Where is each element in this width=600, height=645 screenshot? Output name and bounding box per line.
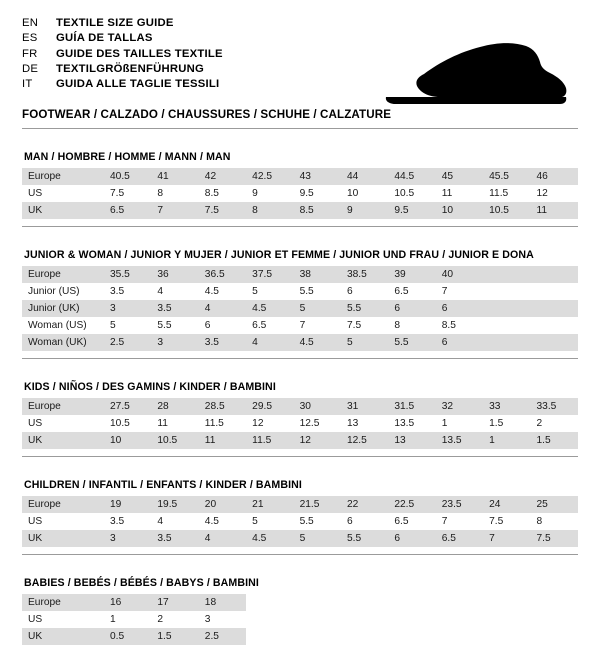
size-cell: 6 xyxy=(341,283,388,300)
size-cell: 13 xyxy=(341,415,388,432)
size-cell: 44 xyxy=(341,168,388,185)
size-cell-empty xyxy=(341,594,388,611)
size-cell: 4.5 xyxy=(199,283,246,300)
size-cell-empty xyxy=(341,611,388,628)
size-cell: 12.5 xyxy=(294,415,341,432)
size-cell-empty xyxy=(483,300,530,317)
size-cell: 8 xyxy=(388,317,435,334)
size-cell-empty xyxy=(341,628,388,645)
language-title: GUIDE DES TAILLES TEXTILE xyxy=(56,47,223,60)
size-cell: 8 xyxy=(531,513,578,530)
size-cell-empty xyxy=(531,266,578,283)
table-row xyxy=(22,594,578,611)
language-row xyxy=(22,79,223,94)
size-cell: 1.5 xyxy=(483,415,530,432)
size-cell: 0.5 xyxy=(104,628,151,645)
size-cell: 3 xyxy=(104,530,151,547)
size-cell: 21 xyxy=(246,496,293,513)
size-cell: 6.5 xyxy=(388,513,435,530)
size-cell: 3 xyxy=(104,300,151,317)
size-cell: 11.5 xyxy=(246,432,293,449)
size-cell: 18 xyxy=(199,594,246,611)
size-table-body xyxy=(22,266,578,351)
size-cell: 13 xyxy=(388,432,435,449)
document-header xyxy=(22,18,578,94)
size-cell: 37.5 xyxy=(246,266,293,283)
size-cell: 2 xyxy=(531,415,578,432)
size-cell: 4 xyxy=(199,530,246,547)
language-code: EN xyxy=(22,17,39,29)
size-cell-empty xyxy=(483,266,530,283)
language-title-list xyxy=(22,18,223,94)
size-cell: 4 xyxy=(199,300,246,317)
size-cell: 2 xyxy=(151,611,198,628)
language-code: IT xyxy=(22,78,33,91)
size-cell: 2.5 xyxy=(104,334,151,351)
size-cell: 1 xyxy=(483,432,530,449)
size-cell: 10 xyxy=(104,432,151,449)
size-cell: 6.5 xyxy=(388,283,435,300)
size-cell: 6 xyxy=(341,513,388,530)
size-cell-empty xyxy=(294,611,341,628)
size-cell: 7 xyxy=(294,317,341,334)
size-cell: 11.5 xyxy=(199,415,246,432)
row-label: Europe xyxy=(22,266,104,283)
size-cell: 32 xyxy=(436,398,483,415)
group-title: BABIES / BEBÉS / BÉBÉS / BABYS / BAMBINI xyxy=(24,577,259,590)
size-cell: 1.5 xyxy=(531,432,578,449)
size-cell-empty xyxy=(246,611,293,628)
size-cell: 17 xyxy=(151,594,198,611)
size-cell: 31.5 xyxy=(388,398,435,415)
size-cell: 5 xyxy=(246,283,293,300)
size-cell: 11 xyxy=(531,202,578,219)
size-cell: 33 xyxy=(483,398,530,415)
size-table-body xyxy=(22,496,578,547)
size-cell-empty xyxy=(531,611,578,628)
language-title: GUIDA ALLE TAGLIE TESSILI xyxy=(56,78,220,91)
size-cell: 5.5 xyxy=(341,300,388,317)
group-title: KIDS / NIÑOS / DES GAMINS / KINDER / BAMBINI xyxy=(24,381,276,394)
size-cell-empty xyxy=(388,628,435,645)
language-title: GUÍA DE TALLAS xyxy=(56,32,153,45)
size-group-children xyxy=(22,479,578,555)
size-cell-empty xyxy=(531,594,578,611)
size-cell-empty xyxy=(483,611,530,628)
size-cell: 19.5 xyxy=(151,496,198,513)
size-table-man xyxy=(22,168,578,219)
row-label: Europe xyxy=(22,594,104,611)
size-cell: 11 xyxy=(151,415,198,432)
size-cell: 3.5 xyxy=(104,283,151,300)
size-cell: 33.5 xyxy=(531,398,578,415)
row-label: UK xyxy=(22,202,104,219)
size-cell: 9.5 xyxy=(388,202,435,219)
row-label: Junior (UK) xyxy=(22,300,104,317)
size-cell-empty xyxy=(531,334,578,351)
table-row xyxy=(22,496,578,513)
table-row xyxy=(22,611,578,628)
table-row xyxy=(22,530,578,547)
table-row xyxy=(22,300,578,317)
language-row xyxy=(22,64,223,79)
size-cell: 5 xyxy=(246,513,293,530)
size-cell-empty xyxy=(388,611,435,628)
size-cell: 6.5 xyxy=(436,530,483,547)
language-title: TEXTILGRÖßENFÜHRUNG xyxy=(56,62,205,75)
size-cell-empty xyxy=(483,283,530,300)
size-cell: 6 xyxy=(436,300,483,317)
size-cell: 7 xyxy=(483,530,530,547)
size-cell: 4 xyxy=(246,334,293,351)
row-label: UK xyxy=(22,530,104,547)
size-cell: 7.5 xyxy=(199,202,246,219)
size-cell-empty xyxy=(483,334,530,351)
size-cell: 38 xyxy=(294,266,341,283)
row-label: Europe xyxy=(22,168,104,185)
size-cell: 45.5 xyxy=(483,168,530,185)
size-table-junior-woman xyxy=(22,266,578,351)
size-cell: 24 xyxy=(483,496,530,513)
size-cell: 8 xyxy=(151,185,198,202)
size-cell-empty xyxy=(483,628,530,645)
group-divider xyxy=(22,456,578,457)
table-row xyxy=(22,334,578,351)
size-cell: 4.5 xyxy=(199,513,246,530)
size-cell: 7.5 xyxy=(531,530,578,547)
size-cell: 8.5 xyxy=(199,185,246,202)
size-cell: 19 xyxy=(104,496,151,513)
group-title: JUNIOR & WOMAN / JUNIOR Y MUJER / JUNIOR ET FEMME / JUNIOR UND FRAU / JUNIOR E DONA xyxy=(24,249,534,262)
size-group-man xyxy=(22,151,578,227)
size-cell: 44.5 xyxy=(388,168,435,185)
size-cell: 38.5 xyxy=(341,266,388,283)
size-cell: 10 xyxy=(341,185,388,202)
size-cell: 8.5 xyxy=(436,317,483,334)
size-cell: 4.5 xyxy=(294,334,341,351)
size-cell: 6 xyxy=(436,334,483,351)
group-divider xyxy=(22,554,578,555)
group-title: MAN / HOMBRE / HOMME / MANN / MAN xyxy=(24,151,231,164)
size-cell: 13.5 xyxy=(388,415,435,432)
table-row xyxy=(22,202,578,219)
size-cell: 11 xyxy=(436,185,483,202)
size-cell: 9 xyxy=(341,202,388,219)
size-cell-empty xyxy=(531,283,578,300)
size-cell: 7.5 xyxy=(483,513,530,530)
size-table-babies xyxy=(22,594,578,645)
size-cell: 41 xyxy=(151,168,198,185)
size-cell: 2.5 xyxy=(199,628,246,645)
row-label: UK xyxy=(22,628,104,645)
size-cell: 22.5 xyxy=(388,496,435,513)
size-cell: 7 xyxy=(151,202,198,219)
table-row xyxy=(22,398,578,415)
size-cell: 36.5 xyxy=(199,266,246,283)
group-title: CHILDREN / INFANTIL / ENFANTS / KINDER / BAMBINI xyxy=(24,479,302,492)
size-cell: 25 xyxy=(531,496,578,513)
language-title: TEXTILE SIZE GUIDE xyxy=(56,17,174,29)
size-cell: 3 xyxy=(151,334,198,351)
size-cell: 5.5 xyxy=(151,317,198,334)
language-row xyxy=(22,18,223,33)
size-cell: 3.5 xyxy=(151,300,198,317)
size-cell-empty xyxy=(531,628,578,645)
size-cell: 31 xyxy=(341,398,388,415)
size-cell: 27.5 xyxy=(104,398,151,415)
size-cell-empty xyxy=(294,594,341,611)
size-cell: 1 xyxy=(104,611,151,628)
size-cell: 12 xyxy=(531,185,578,202)
size-cell: 1 xyxy=(436,415,483,432)
table-row xyxy=(22,628,578,645)
size-cell: 5.5 xyxy=(294,513,341,530)
size-cell-empty xyxy=(246,594,293,611)
size-cell: 10.5 xyxy=(151,432,198,449)
size-cell: 40.5 xyxy=(104,168,151,185)
size-cell: 28 xyxy=(151,398,198,415)
size-cell: 3.5 xyxy=(104,513,151,530)
size-cell-empty xyxy=(436,611,483,628)
language-code: FR xyxy=(22,47,38,60)
size-cell: 3.5 xyxy=(199,334,246,351)
size-cell: 12 xyxy=(246,415,293,432)
size-cell: 42.5 xyxy=(246,168,293,185)
language-row xyxy=(22,49,223,64)
row-label: US xyxy=(22,185,104,202)
size-table-body xyxy=(22,168,578,219)
size-cell: 7.5 xyxy=(341,317,388,334)
size-group-babies xyxy=(22,577,578,645)
size-cell: 8.5 xyxy=(294,202,341,219)
size-cell: 23.5 xyxy=(436,496,483,513)
group-divider xyxy=(22,226,578,227)
table-row xyxy=(22,168,578,185)
size-cell: 4 xyxy=(151,283,198,300)
size-cell: 43 xyxy=(294,168,341,185)
size-cell: 8 xyxy=(246,202,293,219)
size-cell: 11.5 xyxy=(483,185,530,202)
size-cell: 36 xyxy=(151,266,198,283)
size-cell: 5 xyxy=(294,300,341,317)
size-cell: 39 xyxy=(388,266,435,283)
size-cell: 4 xyxy=(151,513,198,530)
size-cell: 5.5 xyxy=(294,283,341,300)
language-code: ES xyxy=(22,32,38,45)
table-row xyxy=(22,283,578,300)
row-label: Woman (US) xyxy=(22,317,104,334)
size-cell: 5.5 xyxy=(341,530,388,547)
group-divider xyxy=(22,358,578,359)
size-cell: 5 xyxy=(104,317,151,334)
size-cell: 10 xyxy=(436,202,483,219)
size-table-body xyxy=(22,594,578,645)
table-row xyxy=(22,432,578,449)
size-cell: 6.5 xyxy=(104,202,151,219)
size-cell: 6.5 xyxy=(246,317,293,334)
row-label: US xyxy=(22,513,104,530)
language-row xyxy=(22,33,223,48)
size-cell: 35.5 xyxy=(104,266,151,283)
size-group-junior-woman xyxy=(22,249,578,359)
size-cell: 10.5 xyxy=(104,415,151,432)
row-label: US xyxy=(22,415,104,432)
language-title-list-body xyxy=(22,18,223,94)
size-table-kids xyxy=(22,398,578,449)
size-cell: 5 xyxy=(294,530,341,547)
size-cell: 5.5 xyxy=(388,334,435,351)
size-cell: 46 xyxy=(531,168,578,185)
size-cell: 21.5 xyxy=(294,496,341,513)
size-cell: 4.5 xyxy=(246,530,293,547)
size-cell-empty xyxy=(483,594,530,611)
size-cell: 3.5 xyxy=(151,530,198,547)
language-code: DE xyxy=(22,62,39,75)
size-cell: 42 xyxy=(199,168,246,185)
dress-shoe-icon xyxy=(380,34,570,114)
size-group-kids xyxy=(22,381,578,457)
size-cell: 10.5 xyxy=(483,202,530,219)
size-cell: 6 xyxy=(199,317,246,334)
size-cell: 9 xyxy=(246,185,293,202)
size-cell: 30 xyxy=(294,398,341,415)
size-cell: 22 xyxy=(341,496,388,513)
size-cell: 7 xyxy=(436,513,483,530)
row-label: UK xyxy=(22,432,104,449)
size-cell-empty xyxy=(294,628,341,645)
row-label: US xyxy=(22,611,104,628)
size-cell-empty xyxy=(436,594,483,611)
size-cell-empty xyxy=(531,300,578,317)
size-cell: 11 xyxy=(199,432,246,449)
size-cell-empty xyxy=(483,317,530,334)
size-cell-empty xyxy=(531,317,578,334)
header-divider xyxy=(22,128,578,129)
size-cell: 3 xyxy=(199,611,246,628)
size-cell-empty xyxy=(388,594,435,611)
size-cell-empty xyxy=(246,628,293,645)
size-cell: 40 xyxy=(436,266,483,283)
page-title: FOOTWEAR / CALZADO / CHAUSSURES / SCHUHE / CALZATURE xyxy=(22,108,392,122)
row-label: Woman (UK) xyxy=(22,334,104,351)
row-label: Europe xyxy=(22,398,104,415)
size-cell: 10.5 xyxy=(388,185,435,202)
size-cell: 6 xyxy=(388,530,435,547)
table-row xyxy=(22,317,578,334)
size-cell: 16 xyxy=(104,594,151,611)
size-cell: 29.5 xyxy=(246,398,293,415)
size-cell: 4.5 xyxy=(246,300,293,317)
size-cell: 20 xyxy=(199,496,246,513)
size-table-body xyxy=(22,398,578,449)
size-cell: 5 xyxy=(341,334,388,351)
size-cell-empty xyxy=(436,628,483,645)
size-cell: 12 xyxy=(294,432,341,449)
size-cell: 7.5 xyxy=(104,185,151,202)
table-row xyxy=(22,415,578,432)
size-cell: 45 xyxy=(436,168,483,185)
size-cell: 28.5 xyxy=(199,398,246,415)
size-cell: 12.5 xyxy=(341,432,388,449)
table-row xyxy=(22,185,578,202)
size-cell: 1.5 xyxy=(151,628,198,645)
size-cell: 9.5 xyxy=(294,185,341,202)
size-cell: 6 xyxy=(388,300,435,317)
row-label: Junior (US) xyxy=(22,283,104,300)
row-label: Europe xyxy=(22,496,104,513)
table-row xyxy=(22,266,578,283)
table-row xyxy=(22,513,578,530)
size-cell: 13.5 xyxy=(436,432,483,449)
size-table-children xyxy=(22,496,578,547)
size-cell: 7 xyxy=(436,283,483,300)
